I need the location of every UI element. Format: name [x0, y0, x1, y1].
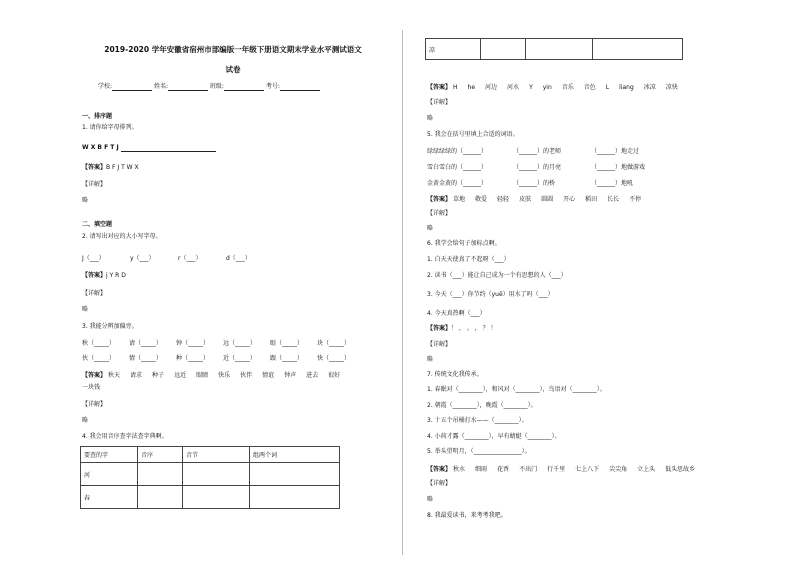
student-info [98, 83, 320, 91]
q7-lue: 略 [427, 496, 434, 503]
table-row [81, 486, 340, 509]
name-field[interactable] [168, 83, 208, 91]
class-label: 班级: [209, 83, 224, 90]
left-column [78, 0, 380, 562]
table-row [426, 39, 683, 60]
question-6: 6. 我学会给句子加标点啊。 [427, 240, 501, 247]
q3-blank[interactable]: 跟（_____） [270, 355, 304, 362]
q2-item[interactable]: d（___） [226, 255, 251, 262]
q3-blank[interactable]: 远（_____） [223, 340, 257, 347]
q3-blank[interactable]: 快（_____） [317, 355, 351, 362]
section-fill: 二、填空题 [82, 221, 113, 228]
q7-answer: 【答案】 秋水 细雨 花香 不出门 行千里 七上八下 尖尖角 立上头 低头思故乡 [427, 466, 696, 473]
q4-table-continued [425, 38, 683, 60]
school-field[interactable] [112, 83, 152, 91]
question-2: 2. 请写出对应的大小写字母。 [82, 233, 162, 240]
column-divider [402, 30, 403, 555]
q6-line: 3. 今天（___）你节约（yuē）用水了吗（___） [427, 291, 554, 298]
q3-detail: 【详解】 [82, 401, 107, 408]
table-cell[interactable] [481, 39, 526, 60]
table-header: 要查的字 [81, 447, 138, 463]
q2-item[interactable]: y（___） [130, 255, 155, 262]
q5-blank[interactable]: （______）地吼 [591, 180, 634, 187]
q3-blank[interactable]: 眼（_____） [270, 340, 304, 347]
q1-detail: 【详解】 [82, 181, 107, 188]
q7-line: 4. 小荷才露（________），早有蜻蜓（________）。 [427, 433, 561, 440]
q7-line: 5. 举头望明月，（________________）。 [427, 448, 531, 455]
q5-lue: 略 [427, 225, 434, 232]
q5-row-3 [427, 178, 633, 187]
class-field[interactable] [224, 83, 264, 91]
q5-answer: 【答案】 草地 敬爱 轻轻 皮肤 圆圆 开心 稻田 长长 不停 [427, 196, 642, 203]
q5-row-1 [427, 146, 639, 155]
q5-blank[interactable]: 雪白雪白的（______） [427, 164, 488, 171]
q6-line: 4. 今天真热啊（___） [427, 310, 486, 317]
q3-blank[interactable]: 种（_____） [176, 355, 210, 362]
q1-answer: 【答案】B F J T W X [82, 164, 139, 171]
q3-row-1 [82, 338, 364, 347]
q4-detail: 【详解】 [427, 99, 452, 106]
q3-blank[interactable]: 情（_____） [129, 355, 163, 362]
table-cell: 春 [81, 486, 138, 509]
table-header: 音序 [138, 447, 183, 463]
q5-blank[interactable]: 绿绿绿绿的（______） [427, 148, 488, 155]
table-cell[interactable] [183, 463, 250, 486]
section-sort: 一、排序题 [82, 113, 113, 120]
q7-line: 1. 春眠对（________），和风对（________），鸟语对（________）。 [427, 386, 606, 393]
table-header: 组两个词 [250, 447, 340, 463]
q2-answer: 【答案】j Y R D [82, 272, 126, 279]
page-title-line1: 2019-2020 学年安徽省宿州市部编版一年级下册语文期末学业水平测试语文 [104, 45, 362, 54]
q1-lue: 略 [82, 197, 89, 204]
q5-blank[interactable]: 金黄金黄的（______） [427, 180, 488, 187]
q3-answer: 【答案】 秋天 请求 种子 远近 眼睛 快乐 伙伴 情谊 钟声 进去 很好 [82, 372, 341, 379]
q2-items [82, 253, 274, 262]
table-cell: 凉 [426, 39, 481, 60]
page-title-line2: 试卷 [225, 65, 241, 74]
q2-item[interactable]: r（___） [178, 255, 202, 262]
number-field[interactable] [280, 83, 320, 91]
q6-line: 1. 白天天使真了不起呀（___） [427, 256, 510, 263]
q5-blank[interactable]: （______）地做游戏 [591, 164, 646, 171]
q3-blank[interactable]: 钟（_____） [176, 340, 210, 347]
table-cell[interactable] [183, 486, 250, 509]
right-column [425, 0, 725, 562]
q4-table [80, 446, 340, 509]
table-header-row [81, 447, 340, 463]
q3-blank[interactable]: 近（_____） [223, 355, 257, 362]
q4-lue: 略 [427, 115, 434, 122]
q2-lue: 略 [82, 306, 89, 313]
table-cell[interactable] [138, 463, 183, 486]
q6-answer: 【答案】！ ， 。 ， ？ ！ [427, 325, 497, 332]
q3-blank[interactable]: 块（_____） [317, 340, 351, 347]
q3-answer-cont: 一块钱 [82, 384, 101, 391]
q3-lue: 略 [82, 417, 89, 424]
question-8: 8. 我最爱读书，来考考我吧。 [427, 512, 507, 519]
question-3: 3. 我能分辨加偏旁。 [82, 323, 138, 330]
q3-blank[interactable]: 伙（_____） [82, 355, 116, 362]
school-label: 学校: [98, 83, 113, 90]
q7-line: 2. 朝霞（________），晚霞（________）。 [427, 402, 537, 409]
q5-row-2 [427, 162, 645, 171]
table-cell[interactable] [250, 486, 340, 509]
q2-item[interactable]: J（___） [82, 255, 105, 262]
table-cell[interactable] [138, 486, 183, 509]
q6-detail: 【详解】 [427, 341, 452, 348]
q6-line: 2. 读书（___）能让自己成为一个有思想的人（___） [427, 272, 567, 279]
q1-answer-line[interactable] [121, 144, 216, 152]
q6-lue: 略 [427, 356, 434, 363]
table-cell[interactable] [526, 39, 593, 60]
table-header: 音节 [183, 447, 250, 463]
question-5: 5. 我会在括号里填上合适的词语。 [427, 131, 519, 138]
table-row [81, 463, 340, 486]
q1-letters: W X B F T J [82, 144, 216, 152]
q5-detail: 【详解】 [427, 210, 452, 217]
table-cell[interactable] [593, 39, 683, 60]
question-7: 7. 传统文化我传承。 [427, 371, 483, 378]
q5-blank[interactable]: （______）地走过 [591, 148, 640, 155]
q4-answer: 【答案】 H he 河边 河水 Y yin 音乐 音色 L liang 冰凉 凉快 [427, 84, 678, 91]
table-cell: 河 [81, 463, 138, 486]
table-cell[interactable] [250, 463, 340, 486]
q2-detail: 【详解】 [82, 290, 107, 297]
q3-blank[interactable]: 请（_____） [129, 340, 163, 347]
q5-blank[interactable]: （______）的老师 [513, 148, 562, 155]
number-label: 考号: [265, 83, 280, 90]
q3-row-2 [82, 353, 364, 362]
q7-line: 3. 十五个吊桶打水——（________）。 [427, 417, 528, 424]
question-1: 1. 请你给字母排列。 [82, 124, 138, 131]
q5-blank[interactable]: （______）的月亮 [513, 164, 562, 171]
name-label: 姓名: [153, 83, 168, 90]
q5-blank[interactable]: （______）的桥 [513, 180, 556, 187]
q7-detail: 【详解】 [427, 480, 452, 487]
q3-blank[interactable]: 秋（_____） [82, 340, 116, 347]
question-4: 4. 我会用音序查字法查字典啊。 [82, 433, 168, 440]
